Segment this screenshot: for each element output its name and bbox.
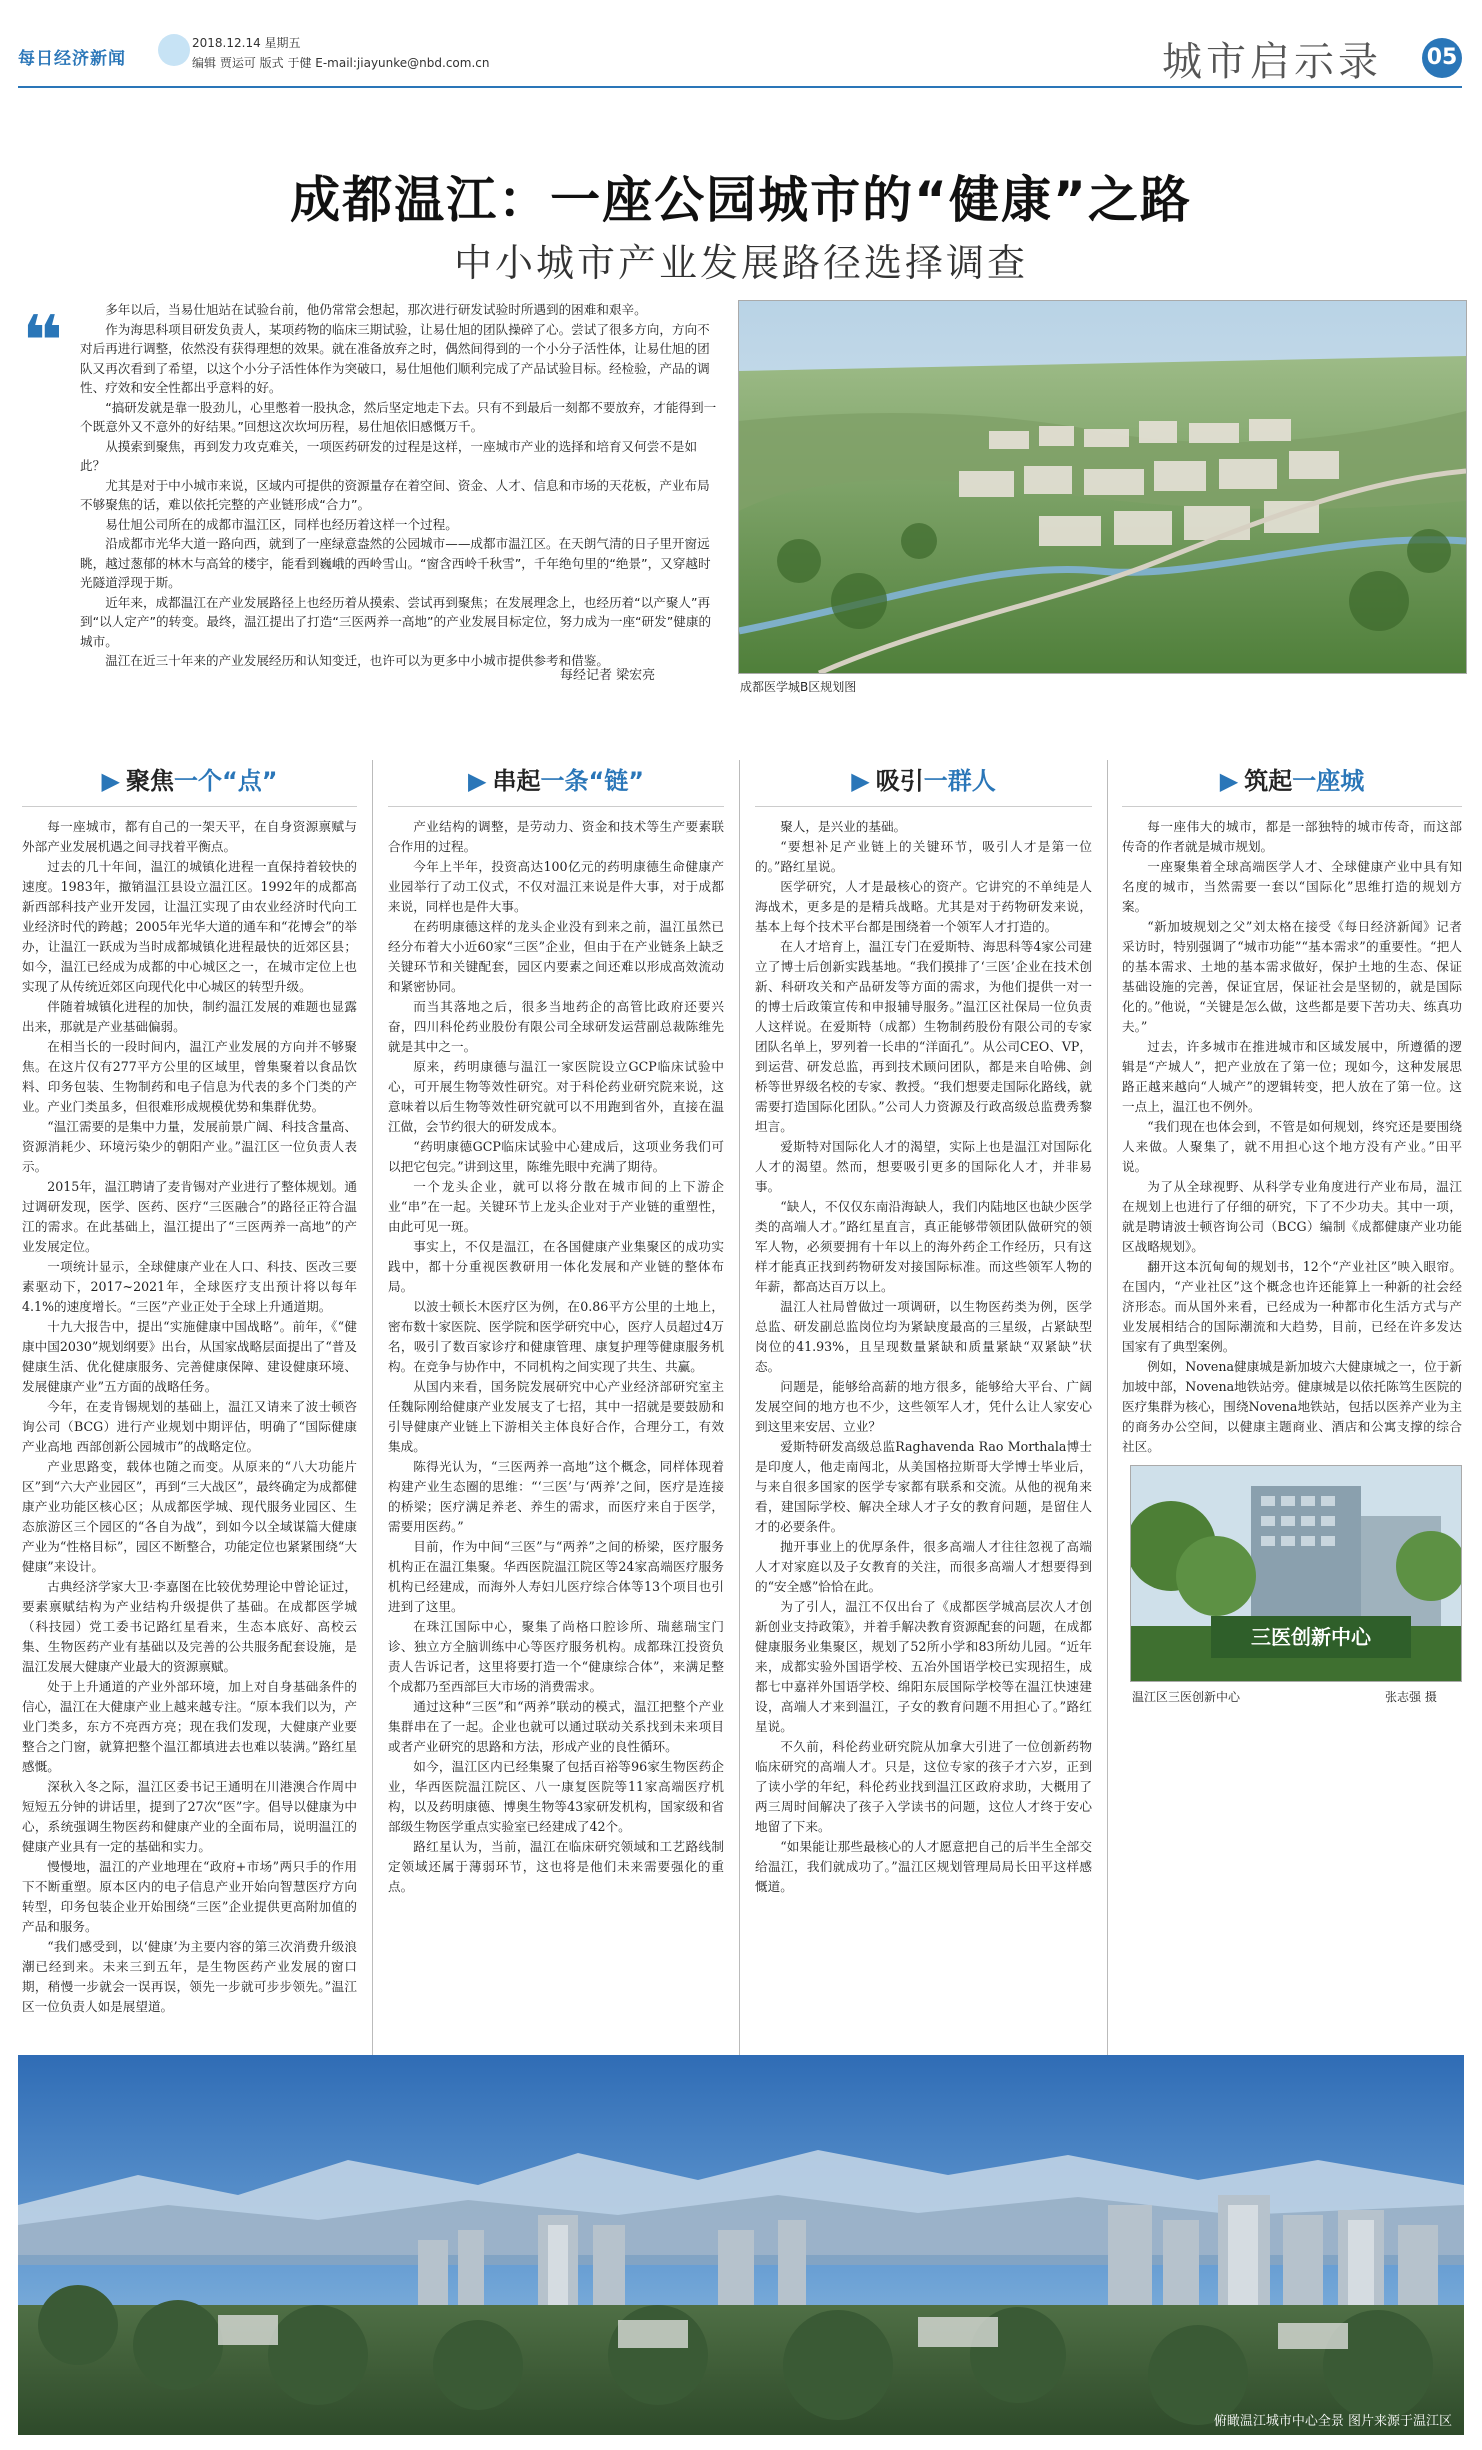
svg-text:三医创新中心: 三医创新中心 [1251,1625,1371,1649]
column-paragraph: 过去的几十年间，温江的城镇化进程一直保持着较快的速度。1983年，撤销温江县设立温江区。1992年的成都高新西部科技产业开发园，让温江实现了由农业经济时代向工业经济时代的跨越；2005年光华大道的通车和“花博会”的举办，让温江一跃成为当时成都城镇化进程最快的近郊区县；如今，温江已经成为成都的中心城区之一，在城市定位上也实现了从传统近郊区向现代化中心城区的转型升级。 [22,859,357,994]
arrow-right-icon: ▶ [851,767,870,795]
brand-dot-icon [158,34,190,66]
intro-paragraph: 温江在近三十年来的产业发展经历和认知变迁，也许可以为更多中小城市提供参考和借鉴。 [105,653,609,668]
issue-date: 2018.12.14 星期五 [192,36,301,50]
column-rule [1107,760,1108,2065]
column-paragraph: 一项统计显示，全球健康产业在人口、科技、医改三要素驱动下，2017~2021年，全球医疗支出预计将以每年4.1%的速度增长。“三医”产业正处于全球上升通道期。 [22,1259,357,1314]
issue-editors: 编辑 贾运可 版式 于健 E-mail:jiayunke@nbd.com.cn [192,56,490,70]
column-paragraph: 如今，温江区内已经集聚了包括百裕等96家生物医药企业，华西医院温江院区、八一康复医院等11家高端医疗机构，以及药明康德、博奥生物等43家研发机构，国家级和省部级生物医学重点实验室已经建成了42个。 [388,1759,724,1834]
column-paragraph: 从国内来看，国务院发展研究中心产业经济部研究室主任魏际刚给健康产业发展支了七招，其中一招就是要鼓励和引导健康产业链上下游相关主体良好合作，合理分工，有效集成。 [388,1379,724,1454]
column-paragraph: “我们感受到，以‘健康’为主要内容的第三次消费升级浪潮已经到来。未来三到五年，是生物医药产业发展的窗口期，稍慢一步就会一误再误，领先一步就可步步领先。”温江区一位负责人如是展望道。 [22,1939,357,2014]
arrow-right-icon: ▶ [101,767,120,795]
byline: 每经记者 梁宏亮 [560,668,656,683]
masthead [18,20,1462,85]
column-paragraph: “缺人，不仅仅东南沿海缺人，我们内陆地区也缺少医学类的高端人才。”路红星直言，真正能够带领团队做研究的领军人物，必须要拥有十年以上的海外药企工作经历，只有这样才能真正找到药物研发对接国际标准。而这些领军人物的年薪，都高达百万以上。 [755,1199,1092,1294]
intro-paragraph: 尤其是对于中小城市来说，区域内可提供的资源量存在着空间、资金、人才、信息和市场的天花板，产业布局不够聚焦的话，难以依托完整的产业链形成“合力”。 [80,477,710,512]
column-body [755,817,1092,1897]
column-paragraph: 问题是，能够给高薪的地方很多，能够给大平台、广阔发展空间的地方也不少，这些领军人才，凭什么让人家安心到这里来安居、立业？ [755,1379,1092,1434]
column-paragraph: 翻开这本沉甸甸的规划书，12个“产业社区”映入眼帘。在国内，“产业社区”这个概念也许还能算上一种新的社会经济形态。而从国外来看，已经成为一种都市化生活方式与产业发展相结合的国际潮流和大趋势，目前，已经在许多发达国家有了典型案例。 [1122,1259,1462,1354]
column-paragraph: 医学研究，人才是最核心的资产。它讲究的不单纯是人海战术，更多是的是精兵战略。尤其是对于药物研发来说，基本上每个技术平台都是围绕着一个领军人才打造的。 [755,879,1092,934]
column-heading: ▶ 串起一条“链” [388,755,724,807]
column-paragraph: 深秋入冬之际，温江区委书记王通明在川港澳合作周中短短五分钟的讲话里，提到了27次“医”字。倡导以健康为中心，系统强调生物医药和健康产业的全面布局，说明温江的健康产业具有一定的基础和实力。 [22,1779,357,1854]
quote-mark-icon: ❝ [22,300,64,382]
column-paragraph: 为了引人，温江不仅出台了《成都医学城高层次人才创新创业支持政策》，并着手解决教育资源配套的问题，在成都健康服务业集聚区，规划了52所小学和83所幼儿园。“近年来，成都实验外国语学校、五冶外国语学校已实现招生，成都七中嘉祥外国语学校、绵阳东辰国际学校等在温江快速建设，高端人才来到温江，子女的教育问题不用担心了。”路红星说。 [755,1599,1092,1734]
column-paragraph: 今年，在麦肯锡规划的基础上，温江又请来了波士顿咨询公司（BCG）进行产业规划中期评估，明确了“国际健康产业高地 西部创新公园城市”的战略定位。 [22,1399,357,1454]
column-paragraph: 每一座城市，都有自己的一架天平，在自身资源禀赋与外部产业发展机遇之间寻找着平衡点。 [22,819,357,854]
aerial-planning-photo [738,300,1467,674]
column-paragraph: 聚人，是兴业的基础。 [780,819,907,834]
intro-paragraph: 沿成都市光华大道一路向西，就到了一座绿意盎然的公园城市——成都市温江区。在天朗气清的日子里开窗远眺，越过葱郁的林木与高耸的楼宇，能看到巍峨的西岭雪山。“窗含西岭千秋雪”，千年绝句里的“绝景”，又穿越时光隧道浮现于斯。 [80,536,711,590]
column-paragraph: 例如，Novena健康城是新加坡六大健康城之一，位于新加坡中部，Novena地铁站旁。健康城是以依托陈笃生医院的医疗集群为核心，围绕Novena地铁站，包括以医养产业为主的商务办公空间，以健康主题商业、酒店和公寓支撑的综合社区。 [1122,1359,1462,1454]
intro-paragraph: 近年来，成都温江在产业发展路径上也经历着从摸索、尝试再到聚焦；在发展理念上，也经历着“以产聚人”再到“以人定产”的转变。最终，温江提出了打造“三医两养一高地”的产业发展目标定位，努力成为一座“研发”健康的城市。 [80,594,712,649]
column-paragraph: “新加坡规划之父”刘太格在接受《每日经济新闻》记者采访时，特别强调了“城市功能”“基本需求”的重要性。“把人的基本需求、土地的基本需求做好，保护土地的生态、保证基础设施的完善，保证宜居，保证社会是坚韧的，就是国际化的。”他说，“关键是怎么做，这些都是要下苦功夫、练真功夫。” [1122,919,1462,1034]
column-paragraph: 在珠江国际中心，聚集了尚格口腔诊所、瑞慈瑞宝门诊、独立方全脑训练中心等医疗服务机构。成都珠江投资负责人告诉记者，这里将要打造一个“健康综合体”，来满足整个成都乃至西部巨大市场的消费需求。 [388,1619,724,1694]
column-paragraph: 原来，药明康德与温江一家医院设立GCP临床试验中心，可开展生物等效性研究。对于科伦药业研究院来说，这意味着以后生物等效性研究就可以不用跑到省外，直接在温江做，会节约很大的研发成本。 [388,1059,724,1134]
column-paragraph: 抛开事业上的优厚条件，很多高端人才往往忽视了高端人才对家庭以及子女教育的关注，而很多高端人才想要得到的“安全感”恰恰在此。 [755,1539,1092,1594]
article-intro [80,300,720,671]
arrow-right-icon: ▶ [1219,767,1239,795]
column-paragraph: 事实上，不仅是温江，在各国健康产业集聚区的成功实践中，都十分重视医教研用一体化发展和产业链的整体布局。 [388,1239,724,1294]
column-paragraph: 伴随着城镇化进程的加快，制约温江发展的难题也显露出来，那就是产业基础偏弱。 [22,999,357,1034]
column-paragraph: “我们现在也体会到，不管是如何规划，终究还是要围绕人来做。人聚集了，就不用担心这个地方没有产业。”田平说。 [1122,1119,1462,1174]
column-heading: ▶ 吸引一群人 [755,755,1092,807]
column-paragraph: 产业思路变，载体也随之而变。从原来的“八大功能片区”到“六大产业园区”，再到“三大战区”，最终确定为成都健康产业功能区核心区；从成都医学城、现代服务业园区、生态旅游区三个园区的“各自为战”，到如今以全域谋篇大健康产业为“性格目标”，园区不断整合，功能定位也紧紧围绕“大健康”来设计。 [22,1459,357,1574]
intro-paragraph: 易仕旭公司所在的成都市温江区，同样也经历着这样一个过程。 [105,516,458,532]
header-rule [18,86,1462,88]
column-paragraph: “药明康德GCP临床试验中心建成后，这项业务我们可以把它包完。”讲到这里，陈维先眼中充满了期待。 [388,1139,724,1174]
column-string-chain [388,755,724,2070]
column-focus-point [22,755,357,2070]
column-paragraph: 陈得光认为，“三医两养一高地”这个概念，同样体现着构建产业生态圈的思维：“‘三医’与‘两养’之间，医疗是连接的桥梁；医疗满足养老、养生的需求，而医疗来自于医学，需要用医药。” [388,1459,724,1534]
newspaper-brand: 每日经济新闻 [18,49,126,69]
column-body [22,817,357,2017]
column-paragraph: 产业结构的调整，是劳动力、资金和技术等生产要素联合作用的过程。 [388,819,724,854]
column-paragraph: 过去，许多城市在推进城市和区域发展中，所遵循的逻辑是“产城人”，把产业放在了第一位；现如今，这种发展思路正越来越向“人城产”的逻辑转变，把人放在了第一位。这一点上，温江也不例外。 [1122,1039,1462,1114]
page-number-badge: 05 [1422,38,1462,78]
column-paragraph: 爱斯特对国际化人才的渴望，实际上也是温江对国际化人才的渴望。然而，想要吸引更多的国际化人才，并非易事。 [755,1139,1092,1194]
panorama-caption: 俯瞰温江城市中心全景 图片来源于温江区 [1213,2414,1452,2429]
column-paragraph: 在药明康德这样的龙头企业没有到来之前，温江虽然已经分布着大小近60家“三医”企业，但由于在产业链条上缺乏关键环节和关键配套，园区内要素之间还难以形成高效流动和紧密协同。 [388,919,724,994]
column-body [388,817,724,1897]
photo2-caption: 温江区三医创新中心 [1132,1690,1241,1704]
column-paragraph: 而当其落地之后，很多当地药企的高管比政府还要兴奋，四川科伦药业股份有限公司全球研发运营副总裁陈维先就是其中之一。 [388,999,724,1054]
column-paragraph: 在人才培育上，温江专门在爱斯特、海思科等4家公司建立了博士后创新实践基地。“我们摸排了‘三医’企业在技术创新、科研攻关和产品研发等方面的需求，为他们提供一对一的博士后政策宣传和申报辅导服务。”温江区社保局一位负责人这样说。在爱斯特（成都）生物制药股份有限公司的专家团队名单上，罗列着一长串的“洋面孔”。从公司CEO、VP，到运营、研发总监，再到技术顾问团队，都是来自哈佛、剑桥等世界级名校的专家、教授。“我们想要走国际化路线，就需要打造国际化团队。”公司人力资源及行政高级总监费秀黎坦言。 [755,939,1092,1134]
column-paragraph: 2015年，温江聘请了麦肯锡对产业进行了整体规划。通过调研发现，医学、医药、医疗“三医融合”的路径正符合温江的需求。在此基础上，温江提出了“三医两养一高地”的产业发展定位。 [22,1179,357,1254]
column-build-city [1122,755,1462,1455]
photo1-caption: 成都医学城B区规划图 [740,680,857,694]
column-paragraph: 今年上半年，投资高达100亿元的药明康德生命健康产业园举行了动工仪式，不仅对温江来说是件大事，对于成都来说，同样也是件大事。 [388,859,724,914]
column-rule [739,760,740,2065]
intro-paragraph: 从摸索到聚焦，再到发力攻克难关，一项医药研发的过程是这样，一座城市产业的选择和培育又何尝不是如此？ [80,438,698,473]
column-heading: ▶ 聚焦一个“点” [22,755,357,807]
column-paragraph: 每一座伟大的城市，都是一部独特的城市传奇，而这部传奇的作者就是城市规划。 [1122,819,1462,854]
column-paragraph: 温江人社局曾做过一项调研，以生物医药类为例，医学总监、研发副总监岗位均为紧缺度最高的三星级，占紧缺型岗位的41.93%，且呈现数量紧缺和质量紧缺“双紧缺”状态。 [755,1299,1092,1374]
column-attract-people [755,755,1092,2070]
column-paragraph: 慢慢地，温江的产业地理在“政府+市场”两只手的作用下不断重塑。原本区内的电子信息产业开始向智慧医疗方向转型，印务包装企业开始围绕“三医”企业提供更高附加值的产品和服务。 [22,1859,357,1934]
article-subtitle: 中小城市产业发展路径选择调查 [453,241,1028,285]
arrow-right-icon: ▶ [467,767,487,795]
column-paragraph: “温江需要的是集中力量，发展前景广阔、科技含量高、资源消耗少、环境污染少的朝阳产业。”温江区一位负责人表示。 [22,1119,357,1174]
column-paragraph: 古典经济学家大卫·李嘉图在比较优势理论中曾论证过，要素禀赋结构为产业结构升级提供了基础。在成都医学城（科技园）党工委书记路红星看来，生态本底好、高校云集、生物医药产业有基础以及完善的公共服务配套设施，是温江发展大健康产业最大的资源禀赋。 [22,1579,357,1674]
intro-paragraph: 作为海思科项目研发负责人，某项药物的临床三期试验，让易仕旭的团队操碎了心。尝试了很多方向，方向不对后再进行调整，依然没有获得理想的效果。就在准备放弃之时，偶然间得到的一个小分子活性体，让易仕旭的团队又再次看到了希望，以这个小分子活性体作为突破口，易仕旭他们顺利完成了产品试验目标。经检验，产品的调性、疗效和安全性都出乎意料的好。 [80,321,710,395]
intro-paragraph: “搞研发就是靠一股劲儿，心里憋着一股执念，然后坚定地走下去。只有不到最后一刻都不要放弃，才能得到一个既意外又不意外的好结果。”回想这次坎坷历程，易仕旭依旧感慨万千。 [80,399,717,434]
intro-paragraph: 多年以后，当易仕旭站在试验台前，他仍常常会想起，那次进行研发试验时所遇到的困难和艰辛。 [105,302,647,317]
column-paragraph: 不久前，科伦药业研究院从加拿大引进了一位创新药物临床研究的高端人才。只是，这位专家的孩子才六岁，正到了读小学的年纪，科伦药业找到温江区政府求助，大概用了两三周时间解决了孩子入学读书的问题，这位人才终于安心地留了下来。 [755,1739,1092,1834]
article-title: 成都温江：一座公园城市的“健康”之路 [290,171,1192,229]
column-paragraph: 以波士顿长木医疗区为例，在0.86平方公里的土地上，密布数十家医院、医学院和医学研究中心，医疗人员超过4万名，吸引了数百家诊疗和健康管理、康复护理等健康服务机构。在竞争与协作中，不同机构之间实现了共生、共赢。 [388,1299,724,1374]
city-panorama-photo [18,2055,1464,2435]
column-paragraph: “如果能让那些最核心的人才愿意把自己的后半生全部交给温江，我们就成功了。”温江区规划管理局局长田平这样感慨道。 [755,1839,1092,1894]
column-paragraph: 在相当长的一段时间内，温江产业发展的方向并不够聚焦。在这片仅有277平方公里的区域里，曾集聚着以食品饮料、印务包装、生物制药和电子信息为代表的多个门类的产业。产业门类虽多，但很难形成规模优势和集群优势。 [22,1039,357,1114]
column-paragraph: “要想补足产业链上的关键环节，吸引人才是第一位的。”路红星说。 [755,839,1092,874]
column-paragraph: 通过这种“三医”和“两养”联动的模式，温江把整个产业集群串在了一起。企业也就可以通过联动关系找到未来项目或者产业研究的思路和方法，形成产业的良性循环。 [388,1699,724,1754]
column-paragraph: 十九大报告中，提出“实施健康中国战略”。前年，《“健康中国2030”规划纲要》出台，从国家战略层面提出了“普及健康生活、优化健康服务、完善健康保障、建设健康环境、发展健康产业”五方面的战略任务。 [22,1319,357,1394]
column-paragraph: 一座聚集着全球高端医学人才、全球健康产业中具有知名度的城市，当然需要一套以“国际化”思维打造的规划方案。 [1122,859,1462,914]
column-body [1122,817,1462,1455]
column-paragraph: 处于上升通道的产业外部环境，加上对自身基础条件的信心，温江在大健康产业上越来越专注。“原本我们以为，产业门类多，东方不亮西方亮；现在我们发现，大健康产业要整合之门窗，就算把整个温江都填进去也难以装满。”路红星感慨。 [22,1679,357,1774]
section-title: 城市启示录 [1162,39,1382,85]
column-rule [372,760,373,2065]
column-heading: ▶ 筑起一座城 [1122,755,1462,807]
photo2-credit: 张志强 摄 [1385,1690,1437,1704]
column-paragraph: 为了从全球视野、从科学专业角度进行产业布局，温江在规划上也进行了仔细的研究，下了不少功夫。其中一项，就是聘请波士顿咨询公司（BCG）编制《成都健康产业功能区战略规划》。 [1122,1179,1462,1254]
column-paragraph: 一个龙头企业，就可以将分散在城市间的上下游企业“串”在一起。关键环节上龙头企业对于产业链的重塑性，由此可见一斑。 [388,1179,724,1234]
column-paragraph: 目前，作为中间“三医”与“两养”之间的桥梁，医疗服务机构正在温江集聚。华西医院温江院区等24家高端医疗服务机构已经建成，而海外人寿妇儿医疗综合体等13个项目也引进到了这里。 [388,1539,724,1614]
column-paragraph: 路红星认为，当前，温江在临床研究领域和工艺路线制定领域还属于薄弱环节，这也将是他们未来需要强化的重点。 [388,1839,724,1894]
column-paragraph: 爱斯特研发高级总监Raghavenda Rao Morthala博士是印度人，他走南闯北，从美国格拉斯哥大学博士毕业后，与来自很多国家的医学专家都有联系和交流。从他的视角来看，建国际学校、解决全球人才子女的教育问题，是留住人才的必要条件。 [755,1439,1092,1534]
innovation-center-photo [1130,1465,1462,1682]
